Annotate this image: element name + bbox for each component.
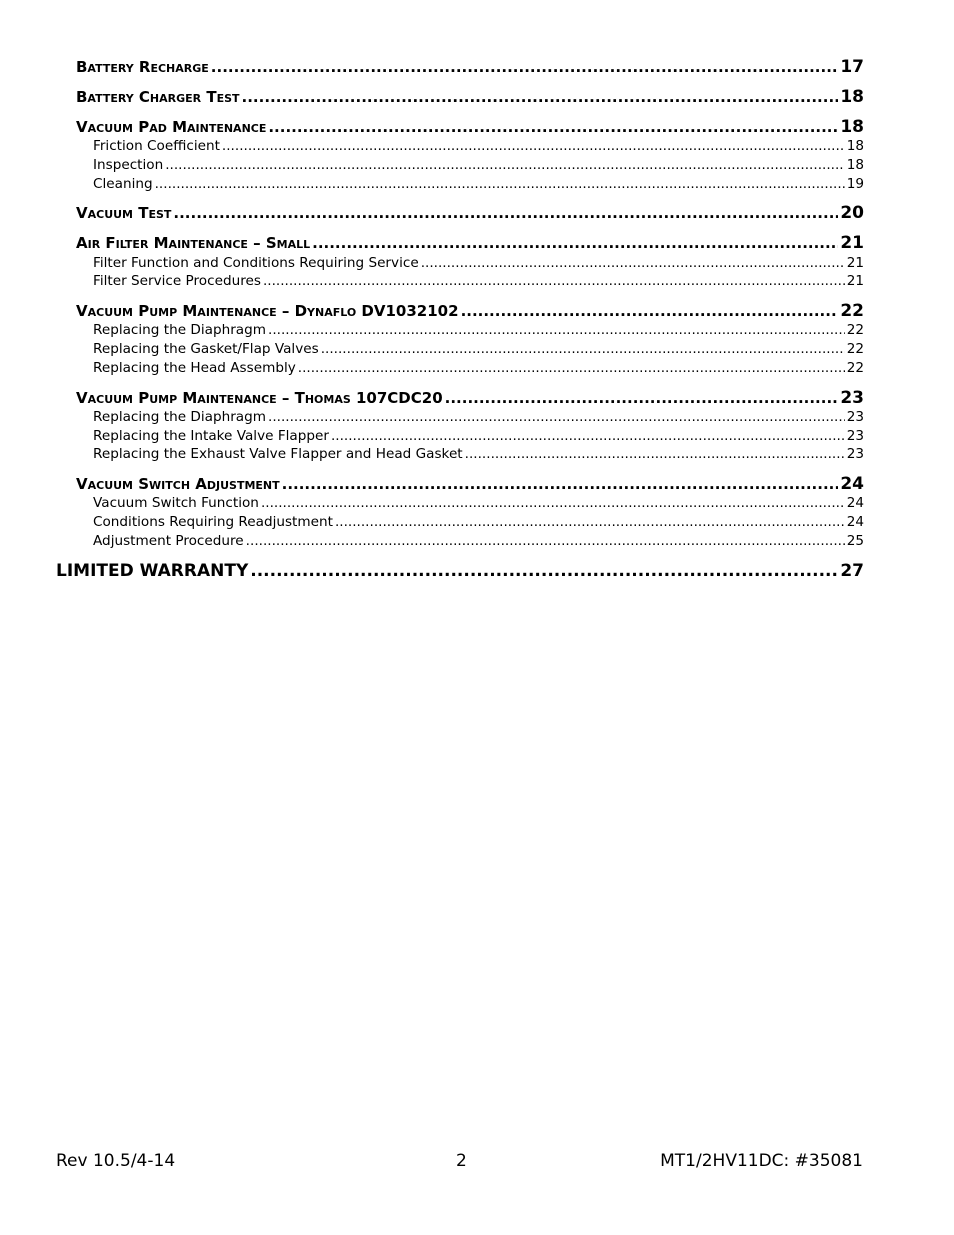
toc-subentry-title: Replacing the Intake Valve Flapper (93, 428, 329, 444)
toc-subentry-title: Replacing the Head Assembly (93, 360, 296, 376)
toc-entry-page: 24 (840, 474, 864, 494)
toc-subentry-page: 21 (846, 273, 864, 289)
toc-entry-page: 18 (840, 117, 864, 137)
dot-leader (282, 474, 839, 494)
toc-subentry-page: 19 (846, 176, 864, 192)
toc-entry-page: 18 (840, 87, 864, 107)
dot-leader (268, 117, 838, 137)
toc-entry-page: 17 (840, 57, 864, 77)
toc-subentry[interactable] (93, 532, 864, 550)
toc-subentry-title: Filter Service Procedures (93, 273, 261, 289)
dot-leader (242, 87, 839, 107)
dot-leader (335, 513, 845, 531)
dot-leader (173, 203, 838, 223)
toc-subentry-page: 23 (846, 428, 864, 444)
toc-subentry[interactable] (93, 272, 864, 290)
toc-subentry-title: Replacing the Diaphragm (93, 322, 266, 338)
toc-subentry-title: Inspection (93, 157, 164, 173)
toc-subentry-page: 23 (846, 409, 864, 425)
toc-subentry[interactable] (93, 156, 864, 174)
toc-entry-vacuum-test[interactable] (76, 203, 864, 223)
dot-leader (461, 301, 839, 321)
toc-entry-title: Air Filter Maintenance – Small (76, 234, 311, 252)
toc-entry-battery-recharge[interactable] (76, 57, 864, 77)
toc-subentry-title: Replacing the Diaphragm (93, 409, 266, 425)
toc-subentry-title: Vacuum Switch Function (93, 495, 259, 511)
dot-leader (268, 408, 845, 426)
dot-leader (321, 340, 845, 358)
toc-subentry-page: 22 (846, 360, 864, 376)
toc-subentry[interactable] (93, 494, 864, 512)
toc-entry-title: Battery Recharge (76, 58, 209, 76)
toc-entry-title: LIMITED WARRANTY (56, 561, 249, 581)
toc-entry-page: 23 (840, 388, 864, 408)
dot-leader (331, 427, 845, 445)
toc-subentry-page: 22 (846, 341, 864, 357)
toc-entry-page: 21 (840, 233, 864, 253)
toc-entry-title: Battery Charger Test (76, 88, 240, 106)
toc-entry-title: Vacuum Pump Maintenance – Thomas 107CDC20 (76, 389, 443, 407)
toc-subentry[interactable] (93, 321, 864, 339)
toc-subentry[interactable] (93, 175, 864, 193)
dot-leader (298, 359, 845, 377)
toc-subentry-title: Conditions Requiring Readjustment (93, 514, 333, 530)
toc-entry-page: 22 (840, 301, 864, 321)
toc-entry-vacuum-pump-dynaflo[interactable] (76, 301, 864, 321)
toc-entry-title: Vacuum Switch Adjustment (76, 475, 280, 493)
toc-entry-air-filter-maintenance[interactable] (76, 233, 864, 253)
dot-leader (261, 494, 845, 512)
dot-leader (165, 156, 844, 174)
dot-leader (250, 560, 838, 582)
toc-subentry-page: 18 (846, 157, 864, 173)
toc-subentry[interactable] (93, 254, 864, 272)
toc-entry-vacuum-switch-adjustment[interactable] (76, 474, 864, 494)
toc-subentry-page: 21 (846, 255, 864, 271)
toc-entry-page: 27 (840, 561, 864, 581)
toc-subentry[interactable] (93, 513, 864, 531)
toc-subentry-page: 23 (846, 446, 864, 462)
toc-subentry-title: Friction Coefficient (93, 138, 220, 154)
toc-subentry[interactable] (93, 408, 864, 426)
dot-leader (155, 175, 845, 193)
toc-entry-limited-warranty[interactable] (56, 560, 864, 582)
footer-document-id: MT1/2HV11DC: #35081 (660, 1151, 863, 1171)
toc-subentry[interactable] (93, 340, 864, 358)
toc-subentry-page: 24 (846, 495, 864, 511)
toc-subentry[interactable] (93, 427, 864, 445)
toc-subentry[interactable] (93, 137, 864, 155)
toc-subentry[interactable] (93, 445, 864, 463)
toc-subentry-page: 18 (846, 138, 864, 154)
dot-leader (312, 233, 838, 253)
toc-subentry-title: Adjustment Procedure (93, 533, 244, 549)
footer-page-number: 2 (456, 1151, 467, 1171)
toc-subentry-title: Replacing the Gasket/Flap Valves (93, 341, 319, 357)
toc-entry-title: Vacuum Pump Maintenance – Dynaflo DV1032102 (76, 302, 459, 320)
toc-entry-battery-charger-test[interactable] (76, 87, 864, 107)
dot-leader (421, 254, 845, 272)
footer-revision: Rev 10.5/4-14 (56, 1151, 176, 1171)
toc-subentry-title: Replacing the Exhaust Valve Flapper and Head Gasket (93, 446, 463, 462)
toc-subentry-title: Cleaning (93, 176, 153, 192)
toc-entry-vacuum-pump-thomas[interactable] (76, 388, 864, 408)
dot-leader (465, 445, 845, 463)
dot-leader (268, 321, 845, 339)
dot-leader (246, 532, 845, 550)
dot-leader (211, 57, 839, 77)
toc-subentry-title: Filter Function and Conditions Requiring Service (93, 255, 419, 271)
toc-entry-title: Vacuum Test (76, 204, 172, 222)
toc-subentry[interactable] (93, 359, 864, 377)
toc-subentry-page: 24 (846, 514, 864, 530)
toc-entry-title: Vacuum Pad Maintenance (76, 118, 267, 136)
dot-leader (263, 272, 845, 290)
toc-subentry-page: 22 (846, 322, 864, 338)
toc-subentry-page: 25 (846, 533, 864, 549)
dot-leader (445, 388, 839, 408)
toc-entry-vacuum-pad-maintenance[interactable] (76, 117, 864, 137)
dot-leader (222, 137, 845, 155)
toc-entry-page: 20 (840, 203, 864, 223)
